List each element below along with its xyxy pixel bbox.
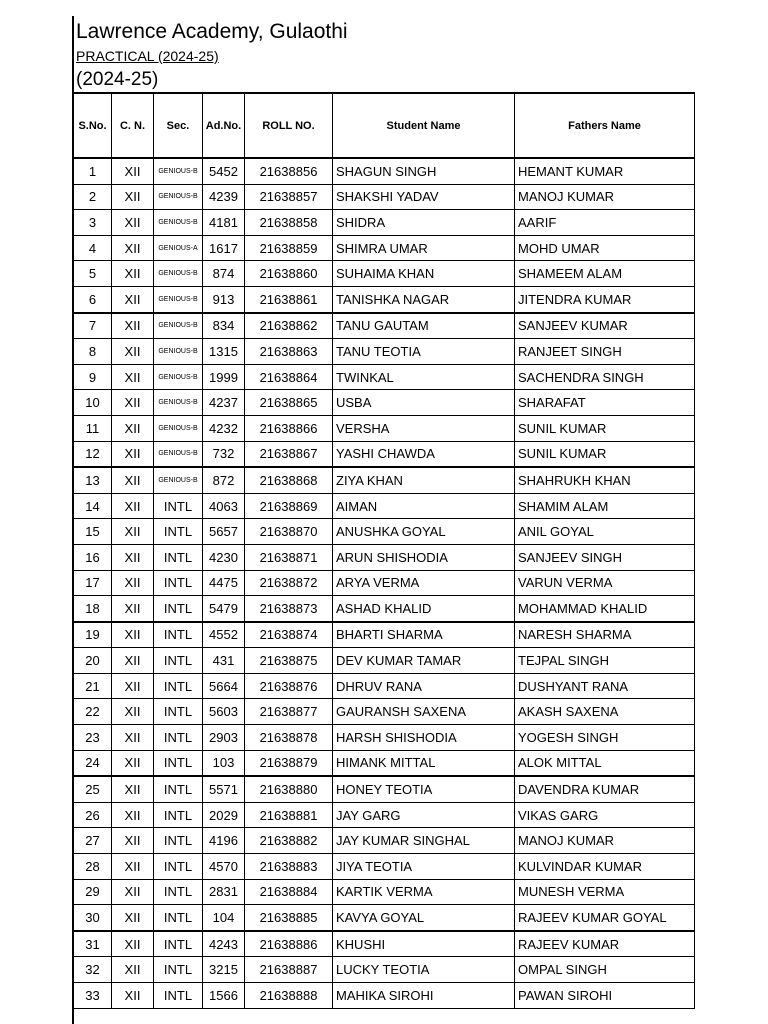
table-row — [74, 854, 695, 880]
sno-cell: 33 — [74, 983, 112, 1009]
student-name-cell: SHIDRA — [333, 210, 515, 236]
table-row — [74, 235, 695, 261]
admission-no-cell: 4475 — [203, 570, 245, 596]
fathers-name-cell: SANJEEV SINGH — [515, 544, 695, 570]
table-row — [74, 261, 695, 287]
admission-no-cell: 5479 — [203, 596, 245, 622]
sno-cell: 26 — [74, 802, 112, 828]
section-cell: INTL — [154, 776, 203, 802]
sno-cell: 6 — [74, 286, 112, 312]
admission-no-cell: 4239 — [203, 184, 245, 210]
section-cell: INTL — [154, 699, 203, 725]
class-cell: XII — [112, 339, 154, 365]
table-row — [74, 776, 695, 802]
sno-cell: 1 — [74, 158, 112, 184]
table-body — [74, 158, 695, 1008]
table-row — [74, 596, 695, 622]
admission-no-cell: 4237 — [203, 390, 245, 416]
student-name-cell: AIMAN — [333, 493, 515, 519]
fathers-name-cell: RANJEET SINGH — [515, 339, 695, 365]
sno-cell: 8 — [74, 339, 112, 365]
sno-cell: 22 — [74, 699, 112, 725]
class-cell: XII — [112, 261, 154, 287]
student-name-cell: DHRUV RANA — [333, 673, 515, 699]
fathers-name-cell: SHARAFAT — [515, 390, 695, 416]
admission-no-cell: 1999 — [203, 364, 245, 390]
sno-cell: 30 — [74, 905, 112, 931]
roll-no-cell: 21638860 — [245, 261, 333, 287]
class-cell: XII — [112, 854, 154, 880]
roll-no-cell: 21638876 — [245, 673, 333, 699]
class-cell: XII — [112, 184, 154, 210]
section-cell: INTL — [154, 802, 203, 828]
fathers-name-cell: SUNIL KUMAR — [515, 441, 695, 467]
fathers-name-cell: VIKAS GARG — [515, 802, 695, 828]
col-header-student-name: Student Name — [333, 93, 515, 158]
fathers-name-cell: MOHD UMAR — [515, 235, 695, 261]
table-header — [74, 93, 695, 158]
table-row — [74, 415, 695, 441]
class-cell: XII — [112, 879, 154, 905]
class-cell: XII — [112, 905, 154, 931]
roll-no-cell: 21638868 — [245, 467, 333, 493]
student-name-cell: LUCKY TEOTIA — [333, 957, 515, 983]
student-name-cell: ARUN SHISHODIA — [333, 544, 515, 570]
student-name-cell: JIYA TEOTIA — [333, 854, 515, 880]
sno-cell: 21 — [74, 673, 112, 699]
section-cell: GENIOUS-A — [154, 235, 203, 261]
col-header-admission-no: Ad.No. — [203, 93, 245, 158]
fathers-name-cell: PAWAN SIROHI — [515, 983, 695, 1009]
student-name-cell: KARTIK VERMA — [333, 879, 515, 905]
table-row — [74, 570, 695, 596]
admission-no-cell: 4243 — [203, 931, 245, 957]
session-year: (2024-25) — [76, 69, 159, 90]
fathers-name-cell: SHAMIM ALAM — [515, 493, 695, 519]
section-cell: GENIOUS-B — [154, 261, 203, 287]
fathers-name-cell: TEJPAL SINGH — [515, 648, 695, 674]
student-name-cell: DEV KUMAR TAMAR — [333, 648, 515, 674]
section-cell: INTL — [154, 854, 203, 880]
roll-no-cell: 21638882 — [245, 828, 333, 854]
roll-no-cell: 21638872 — [245, 570, 333, 596]
col-header-class: C. N. — [112, 93, 154, 158]
table-row — [74, 699, 695, 725]
header-row — [74, 93, 695, 158]
student-name-cell: KHUSHI — [333, 931, 515, 957]
student-name-cell: MAHIKA SIROHI — [333, 983, 515, 1009]
admission-no-cell: 872 — [203, 467, 245, 493]
sno-cell: 24 — [74, 750, 112, 776]
admission-no-cell: 4552 — [203, 622, 245, 648]
admission-no-cell: 874 — [203, 261, 245, 287]
section-cell: GENIOUS-B — [154, 158, 203, 184]
student-name-cell: TWINKAL — [333, 364, 515, 390]
fathers-name-cell: ALOK MITTAL — [515, 750, 695, 776]
admission-no-cell: 431 — [203, 648, 245, 674]
table-row — [74, 622, 695, 648]
table-row — [74, 313, 695, 339]
table-row — [74, 339, 695, 365]
admission-no-cell: 2029 — [203, 802, 245, 828]
roll-no-cell: 21638861 — [245, 286, 333, 312]
admission-no-cell: 4196 — [203, 828, 245, 854]
roll-no-cell: 21638885 — [245, 905, 333, 931]
table-row — [74, 184, 695, 210]
class-cell: XII — [112, 286, 154, 312]
sno-cell: 18 — [74, 596, 112, 622]
fathers-name-cell: SHAMEEM ALAM — [515, 261, 695, 287]
roll-no-cell: 21638865 — [245, 390, 333, 416]
roll-no-cell: 21638887 — [245, 957, 333, 983]
section-cell: INTL — [154, 905, 203, 931]
class-cell: XII — [112, 750, 154, 776]
fathers-name-cell: OMPAL SINGH — [515, 957, 695, 983]
fathers-name-cell: MOHAMMAD KHALID — [515, 596, 695, 622]
sno-cell: 19 — [74, 622, 112, 648]
sno-cell: 20 — [74, 648, 112, 674]
student-name-cell: SHAKSHI YADAV — [333, 184, 515, 210]
class-cell: XII — [112, 441, 154, 467]
student-name-cell: VERSHA — [333, 415, 515, 441]
admission-no-cell: 3215 — [203, 957, 245, 983]
sno-cell: 16 — [74, 544, 112, 570]
student-name-cell: YASHI CHAWDA — [333, 441, 515, 467]
student-name-cell: ARYA VERMA — [333, 570, 515, 596]
table-row — [74, 286, 695, 312]
sno-cell: 5 — [74, 261, 112, 287]
fathers-name-cell: MANOJ KUMAR — [515, 828, 695, 854]
student-name-cell: TANU TEOTIA — [333, 339, 515, 365]
sno-cell: 29 — [74, 879, 112, 905]
student-name-cell: TANU GAUTAM — [333, 313, 515, 339]
section-cell: GENIOUS-B — [154, 210, 203, 236]
student-name-cell: SHIMRA UMAR — [333, 235, 515, 261]
class-cell: XII — [112, 931, 154, 957]
sno-cell: 3 — [74, 210, 112, 236]
roll-no-cell: 21638859 — [245, 235, 333, 261]
class-cell: XII — [112, 648, 154, 674]
roll-no-cell: 21638883 — [245, 854, 333, 880]
admission-no-cell: 4570 — [203, 854, 245, 880]
roll-no-cell: 21638866 — [245, 415, 333, 441]
section-cell: GENIOUS-B — [154, 313, 203, 339]
admission-no-cell: 5603 — [203, 699, 245, 725]
section-cell: GENIOUS-B — [154, 184, 203, 210]
table-row — [74, 493, 695, 519]
student-list-table — [73, 92, 695, 1009]
admission-no-cell: 2831 — [203, 879, 245, 905]
fathers-name-cell: SUNIL KUMAR — [515, 415, 695, 441]
fathers-name-cell: MUNESH VERMA — [515, 879, 695, 905]
fathers-name-cell: SANJEEV KUMAR — [515, 313, 695, 339]
class-cell: XII — [112, 622, 154, 648]
roll-no-cell: 21638886 — [245, 931, 333, 957]
table-row — [74, 544, 695, 570]
roll-no-cell: 21638875 — [245, 648, 333, 674]
table-row — [74, 725, 695, 751]
roll-no-cell: 21638858 — [245, 210, 333, 236]
class-cell: XII — [112, 699, 154, 725]
table-row — [74, 879, 695, 905]
table-row — [74, 364, 695, 390]
admission-no-cell: 732 — [203, 441, 245, 467]
section-cell: INTL — [154, 957, 203, 983]
admission-no-cell: 2903 — [203, 725, 245, 751]
student-name-cell: BHARTI SHARMA — [333, 622, 515, 648]
sno-cell: 10 — [74, 390, 112, 416]
student-name-cell: ANUSHKA GOYAL — [333, 519, 515, 545]
class-cell: XII — [112, 957, 154, 983]
class-cell: XII — [112, 776, 154, 802]
class-cell: XII — [112, 467, 154, 493]
fathers-name-cell: ANIL GOYAL — [515, 519, 695, 545]
class-cell: XII — [112, 210, 154, 236]
table-row — [74, 802, 695, 828]
sno-cell: 17 — [74, 570, 112, 596]
section-cell: INTL — [154, 828, 203, 854]
class-cell: XII — [112, 158, 154, 184]
sno-cell: 4 — [74, 235, 112, 261]
fathers-name-cell: AARIF — [515, 210, 695, 236]
sno-cell: 15 — [74, 519, 112, 545]
class-cell: XII — [112, 673, 154, 699]
sno-cell: 32 — [74, 957, 112, 983]
table-row — [74, 828, 695, 854]
roll-no-cell: 21638863 — [245, 339, 333, 365]
section-cell: INTL — [154, 750, 203, 776]
sno-cell: 14 — [74, 493, 112, 519]
roll-no-cell: 21638881 — [245, 802, 333, 828]
roll-no-cell: 21638864 — [245, 364, 333, 390]
admission-no-cell: 5657 — [203, 519, 245, 545]
sno-cell: 31 — [74, 931, 112, 957]
fathers-name-cell: AKASH SAXENA — [515, 699, 695, 725]
class-cell: XII — [112, 570, 154, 596]
table-row — [74, 210, 695, 236]
sno-cell: 27 — [74, 828, 112, 854]
section-cell: GENIOUS-B — [154, 364, 203, 390]
section-cell: GENIOUS-B — [154, 286, 203, 312]
sno-cell: 28 — [74, 854, 112, 880]
col-header-roll-no: ROLL NO. — [245, 93, 333, 158]
table-row — [74, 983, 695, 1009]
admission-no-cell: 1617 — [203, 235, 245, 261]
roll-no-cell: 21638856 — [245, 158, 333, 184]
fathers-name-cell: HEMANT KUMAR — [515, 158, 695, 184]
student-name-cell: HONEY TEOTIA — [333, 776, 515, 802]
table-row — [74, 648, 695, 674]
student-name-cell: HIMANK MITTAL — [333, 750, 515, 776]
table-row — [74, 957, 695, 983]
section-cell: INTL — [154, 544, 203, 570]
table-row — [74, 673, 695, 699]
class-cell: XII — [112, 313, 154, 339]
sno-cell: 23 — [74, 725, 112, 751]
section-cell: GENIOUS-B — [154, 415, 203, 441]
admission-no-cell: 103 — [203, 750, 245, 776]
school-title: Lawrence Academy, Gulaothi — [76, 20, 348, 43]
student-name-cell: USBA — [333, 390, 515, 416]
fathers-name-cell: SHAHRUKH KHAN — [515, 467, 695, 493]
roll-no-cell: 21638874 — [245, 622, 333, 648]
section-cell: INTL — [154, 570, 203, 596]
roll-no-cell: 21638884 — [245, 879, 333, 905]
admission-no-cell: 4232 — [203, 415, 245, 441]
class-cell: XII — [112, 235, 154, 261]
roll-no-cell: 21638879 — [245, 750, 333, 776]
table-row — [74, 158, 695, 184]
section-cell: GENIOUS-B — [154, 467, 203, 493]
sno-cell: 12 — [74, 441, 112, 467]
section-cell: GENIOUS-B — [154, 441, 203, 467]
table-row — [74, 750, 695, 776]
class-cell: XII — [112, 364, 154, 390]
class-cell: XII — [112, 596, 154, 622]
student-name-cell: ASHAD KHALID — [333, 596, 515, 622]
fathers-name-cell: DUSHYANT RANA — [515, 673, 695, 699]
roll-no-cell: 21638873 — [245, 596, 333, 622]
admission-no-cell: 913 — [203, 286, 245, 312]
roll-no-cell: 21638862 — [245, 313, 333, 339]
student-name-cell: TANISHKA NAGAR — [333, 286, 515, 312]
fathers-name-cell: YOGESH SINGH — [515, 725, 695, 751]
section-cell: INTL — [154, 596, 203, 622]
admission-no-cell: 5664 — [203, 673, 245, 699]
class-cell: XII — [112, 802, 154, 828]
table-row — [74, 931, 695, 957]
admission-no-cell: 1566 — [203, 983, 245, 1009]
section-cell: INTL — [154, 673, 203, 699]
class-cell: XII — [112, 983, 154, 1009]
admission-no-cell: 834 — [203, 313, 245, 339]
table-row — [74, 390, 695, 416]
sno-cell: 7 — [74, 313, 112, 339]
sno-cell: 9 — [74, 364, 112, 390]
sno-cell: 13 — [74, 467, 112, 493]
section-cell: INTL — [154, 493, 203, 519]
roll-no-cell: 21638869 — [245, 493, 333, 519]
roll-no-cell: 21638877 — [245, 699, 333, 725]
roll-no-cell: 21638880 — [245, 776, 333, 802]
student-name-cell: JAY GARG — [333, 802, 515, 828]
student-name-cell: SHAGUN SINGH — [333, 158, 515, 184]
roll-no-cell: 21638878 — [245, 725, 333, 751]
admission-no-cell: 1315 — [203, 339, 245, 365]
roll-no-cell: 21638870 — [245, 519, 333, 545]
class-cell: XII — [112, 415, 154, 441]
sno-cell: 11 — [74, 415, 112, 441]
student-name-cell: JAY KUMAR SINGHAL — [333, 828, 515, 854]
fathers-name-cell: SACHENDRA SINGH — [515, 364, 695, 390]
col-header-fathers-name: Fathers Name — [515, 93, 695, 158]
student-name-cell: ZIYA KHAN — [333, 467, 515, 493]
class-cell: XII — [112, 725, 154, 751]
admission-no-cell: 4063 — [203, 493, 245, 519]
admission-no-cell: 4230 — [203, 544, 245, 570]
fathers-name-cell: RAJEEV KUMAR — [515, 931, 695, 957]
roll-no-cell: 21638867 — [245, 441, 333, 467]
section-cell: GENIOUS-B — [154, 390, 203, 416]
section-cell: GENIOUS-B — [154, 339, 203, 365]
col-header-section: Sec. — [154, 93, 203, 158]
admission-no-cell: 5452 — [203, 158, 245, 184]
col-header-sno: S.No. — [74, 93, 112, 158]
roll-no-cell: 21638857 — [245, 184, 333, 210]
section-cell: INTL — [154, 879, 203, 905]
fathers-name-cell: VARUN VERMA — [515, 570, 695, 596]
fathers-name-cell: KULVINDAR KUMAR — [515, 854, 695, 880]
student-name-cell: KAVYA GOYAL — [333, 905, 515, 931]
class-cell: XII — [112, 544, 154, 570]
roll-no-cell: 21638871 — [245, 544, 333, 570]
fathers-name-cell: RAJEEV KUMAR GOYAL — [515, 905, 695, 931]
fathers-name-cell: MANOJ KUMAR — [515, 184, 695, 210]
section-cell: INTL — [154, 622, 203, 648]
admission-no-cell: 4181 — [203, 210, 245, 236]
section-cell: INTL — [154, 725, 203, 751]
section-cell: INTL — [154, 648, 203, 674]
class-cell: XII — [112, 390, 154, 416]
student-name-cell: HARSH SHISHODIA — [333, 725, 515, 751]
section-cell: INTL — [154, 983, 203, 1009]
sno-cell: 2 — [74, 184, 112, 210]
sno-cell: 25 — [74, 776, 112, 802]
fathers-name-cell: DAVENDRA KUMAR — [515, 776, 695, 802]
student-name-cell: SUHAIMA KHAN — [333, 261, 515, 287]
admission-no-cell: 5571 — [203, 776, 245, 802]
section-cell: INTL — [154, 931, 203, 957]
roll-no-cell: 21638888 — [245, 983, 333, 1009]
exam-subtitle: PRACTICAL (2024-25) — [76, 48, 219, 64]
fathers-name-cell: JITENDRA KUMAR — [515, 286, 695, 312]
table-row — [74, 441, 695, 467]
student-name-cell: GAURANSH SAXENA — [333, 699, 515, 725]
table-row — [74, 519, 695, 545]
table-row — [74, 905, 695, 931]
section-cell: INTL — [154, 519, 203, 545]
class-cell: XII — [112, 493, 154, 519]
class-cell: XII — [112, 828, 154, 854]
fathers-name-cell: NARESH SHARMA — [515, 622, 695, 648]
table-row — [74, 467, 695, 493]
class-cell: XII — [112, 519, 154, 545]
admission-no-cell: 104 — [203, 905, 245, 931]
